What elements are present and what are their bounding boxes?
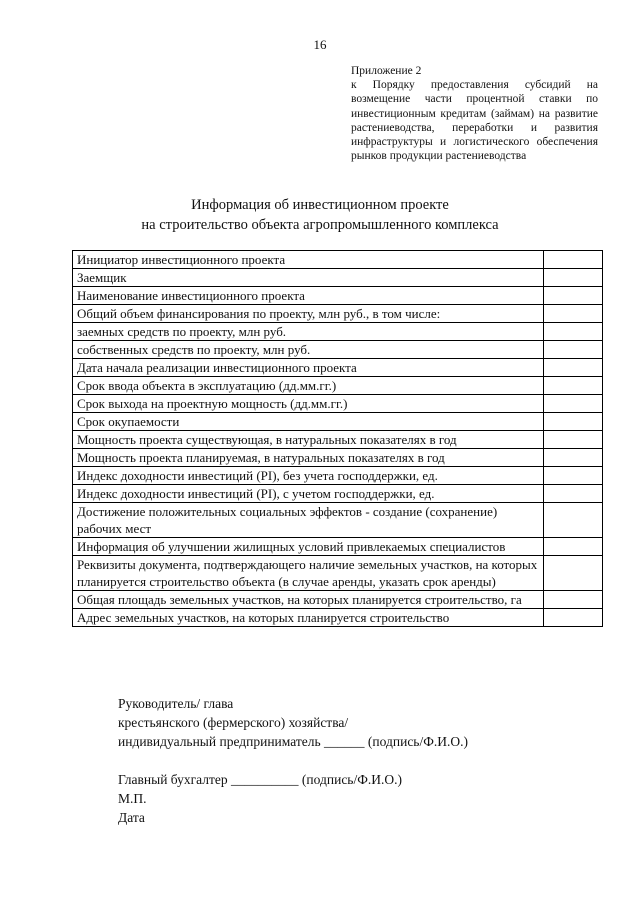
row-label: Реквизиты документа, подтверждающего наличие земельных участков, на которых планируется строительство объекта (в случае аренды, указать срок аренды) — [73, 556, 544, 591]
accountant-signature-line: Главный бухгалтер __________ (подпись/Ф.И.О.) — [118, 772, 403, 787]
document-title-line-1: Информация об инвестиционном проекте — [191, 197, 449, 213]
row-label: собственных средств по проекту, млн руб. — [73, 341, 544, 359]
head-title-line-1: Руководитель/ глава — [118, 696, 234, 711]
signature-block — [118, 694, 468, 827]
row-value — [544, 449, 603, 467]
table-row — [73, 251, 603, 269]
table-row — [73, 413, 603, 431]
row-value — [544, 413, 603, 431]
row-label: Информация об улучшении жилищных условий привлекаемых специалистов — [73, 538, 544, 556]
row-value — [544, 538, 603, 556]
row-label: Наименование инвестиционного проекта — [73, 287, 544, 305]
project-info-table — [72, 250, 603, 627]
annex-title: Приложение 2 — [351, 65, 422, 77]
document-title — [0, 195, 640, 235]
row-value — [544, 251, 603, 269]
row-label: Срок выхода на проектную мощность (дд.мм.гг.) — [73, 395, 544, 413]
table-row — [73, 485, 603, 503]
row-value — [544, 609, 603, 627]
table-row — [73, 269, 603, 287]
row-label: Общая площадь земельных участков, на которых планируется строительство, га — [73, 591, 544, 609]
table-row — [73, 305, 603, 323]
row-label: Срок окупаемости — [73, 413, 544, 431]
row-label: Адрес земельных участков, на которых планируется строительство — [73, 609, 544, 627]
table-row — [73, 341, 603, 359]
row-value — [544, 287, 603, 305]
date-line: Дата — [118, 810, 145, 825]
table-row — [73, 609, 603, 627]
row-value — [544, 556, 603, 591]
row-label: Индекс доходности инвестиций (PI), без учета господдержки, ед. — [73, 467, 544, 485]
page-number: 16 — [313, 37, 327, 52]
row-label: Срок ввода объекта в эксплуатацию (дд.мм.гг.) — [73, 377, 544, 395]
row-label: Мощность проекта планируемая, в натуральных показателях в год — [73, 449, 544, 467]
table-row — [73, 323, 603, 341]
row-label: Инициатор инвестиционного проекта — [73, 251, 544, 269]
table-row — [73, 287, 603, 305]
table-row — [73, 395, 603, 413]
table-row — [73, 538, 603, 556]
row-label: Заемщик — [73, 269, 544, 287]
row-label: Индекс доходности инвестиций (PI), с учетом господдержки, ед. — [73, 485, 544, 503]
row-label: Дата начала реализации инвестиционного проекта — [73, 359, 544, 377]
table-row — [73, 431, 603, 449]
head-title-line-2: крестьянского (фермерского) хозяйства/ — [118, 715, 349, 730]
row-label: заемных средств по проекту, млн руб. — [73, 323, 544, 341]
table-row — [73, 591, 603, 609]
table-row — [73, 467, 603, 485]
head-signature-line: индивидуальный предприниматель ______ (подпись/Ф.И.О.) — [118, 734, 468, 749]
row-value — [544, 591, 603, 609]
annex-block — [351, 64, 598, 163]
row-value — [544, 467, 603, 485]
row-value — [544, 503, 603, 538]
row-label: Общий объем финансирования по проекту, млн руб., в том числе: — [73, 305, 544, 323]
document-title-line-2: на строительство объекта агропромышленного комплекса — [141, 217, 499, 233]
row-label: Мощность проекта существующая, в натуральных показателях в год — [73, 431, 544, 449]
stamp-place: М.П. — [118, 791, 147, 806]
row-value — [544, 341, 603, 359]
row-value — [544, 359, 603, 377]
spacer — [118, 751, 468, 770]
table-row — [73, 377, 603, 395]
table-row — [73, 503, 603, 538]
table-row — [73, 449, 603, 467]
row-label: Достижение положительных социальных эффектов - создание (сохранение) рабочих мест — [73, 503, 544, 538]
row-value — [544, 323, 603, 341]
row-value — [544, 395, 603, 413]
row-value — [544, 431, 603, 449]
annex-text: к Порядку предоставления субсидий на возмещение части процентной ставки по инвестиционным кредитам (займам) на развитие растениеводства, переработки и развития инфраструктуры и логистического обеспечения рынков продукции растениеводства — [351, 79, 598, 163]
row-value — [544, 485, 603, 503]
table-row — [73, 359, 603, 377]
row-value — [544, 269, 603, 287]
row-value — [544, 305, 603, 323]
table-row — [73, 556, 603, 591]
row-value — [544, 377, 603, 395]
